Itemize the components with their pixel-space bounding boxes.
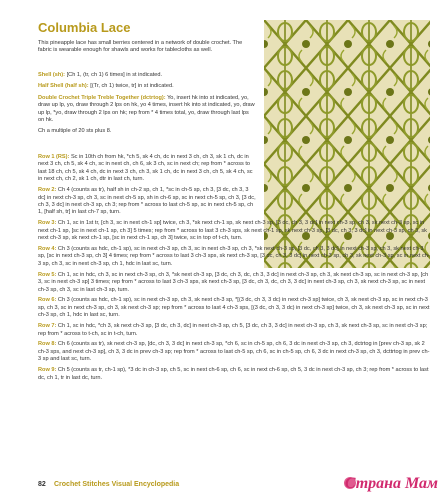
row-label: Row 5: <box>38 271 57 278</box>
row-instruction <box>38 246 430 268</box>
pattern-title: Columbia Lace <box>38 20 131 35</box>
row-instruction <box>38 272 430 294</box>
def-text: [(Tr, ch 1) twice, tr] in st indicated. <box>88 83 174 90</box>
def-text: Ch a multiple of 20 sts plus 8. <box>38 128 112 135</box>
row-text: Ch 3 (counts as hdc, ch-1 sp), sc in next ch-3 sp, ch 3, sc in next ch-3 sp, ch 3, *sk next ch-3 sp, [3 dc, ch 3, 3 dc] in next ch-3 sp, ch 3, sk next ch-3 sp, [sc in next ch-3 sp, ch 3] 4 times; rep from * across to last 3 ch-3 sps, sk next ch-3 sp, [3 dc, ch 3, 3 dc] in next ch-3 sp, ch 3, sk next ch-3 sp, sc in next ch-3 sp, ch 3, sc in next ch-3 sp, ch 1, hdc in last sc, turn. <box>38 245 430 267</box>
def-label: Half Shell (half sh): <box>38 83 89 90</box>
def-text: Yo, insert hk into st indicated, yo, draw up lp, yo, draw through 2 lps on hk, yo 4 times, insert hk into st indicated, yo, draw up lp, *yo, draw through 2 lps on hk; rep from * 4 times total, yo, draw through last lps on hk. <box>38 94 255 124</box>
row-instruction <box>38 367 430 382</box>
row-text: Ch 4 (counts as tr), half sh in ch-2 sp, ch 1, *sc in ch-5 sp, ch 3, [3 dc, ch 3, 3 dc] in next ch-3 sp, ch 3, sc in next ch-5 sp, sh in ch-6 sp, sc in next ch-5 sp, ch 3, [3 dc, ch 3, 3 dc] in next ch-3 sp, ch 3; rep from * across to last ch-5 sp, sc in next ch-5 sp, ch 1, [half sh, tr] in last ch-7 sp, turn. <box>38 187 256 216</box>
row-label: Row 3: <box>38 220 57 227</box>
row-text: Ch 5 (counts as tr, ch-1 sp), *3 dc in ch-3 sp, ch 5, sc in next ch-6 sp, ch 6, sc in next ch-6 sp, ch 5, 3 dc in next ch-3 sp, ch 3; rep from * across to last dc, ch 1, tr in last dc, turn. <box>38 367 429 381</box>
chain-instruction <box>38 128 256 135</box>
def-label: Shell (sh): <box>38 72 66 78</box>
row-instruction <box>38 154 256 184</box>
book-title: Crochet Stitches Visual Encyclopedia <box>54 481 180 488</box>
row-label: Row 8: <box>38 341 57 348</box>
row-label: Row 7: <box>38 323 57 330</box>
row-instruction <box>38 220 430 242</box>
row-text: Ch 1, sc in hdc, ch 3, sc in next ch-3 sp, ch 3, *sk next ch-3 sp, [3 dc, ch 3, dc, ch 3, 3 dc] in next ch-3 sp, ch 3, sk next ch-3 sp, sc in next ch-3 sp, [ch 3, sc in next ch-3 sp] 3 times; rep from * across to last 3 ch-3 sps, sk next ch-3 sp, [3 dc, ch 3, dc, ch 3, 3 dc] in next ch-3 sp, ch 3, sk next ch-3 sp, sc in next ch-3 sp, ch 3, sc in last ch-3 sp, turn. <box>38 271 429 293</box>
def-label: Double Crochet Triple Treble Together (dctrtog): <box>38 94 166 101</box>
row-instruction <box>38 341 430 363</box>
row-instruction <box>38 187 256 217</box>
def-dctrtog <box>38 95 256 125</box>
page-footer <box>0 477 444 500</box>
row-text: Ch 3 (counts as hdc, ch-1 sp), sc in next ch-3 sp, ch 3, sk next ch-3 sp, *[(3 dc, ch 3, 3 dc) in next ch-3 sp] twice, ch 3, sk next ch-3 sp, sc in next ch-3 sp, ch 3, sc in next ch-3 sp, ch 3, sk next ch-3 sp; rep from * across to last 4 ch-3 sps, [(3 dc, ch 3, 3 dc) in next ch-3 sp] twice, ch 3, sk next ch-3 sp, sc in next ch-3 sp, ch 1, hdc in last sc, turn. <box>38 297 430 319</box>
row-text: Ch 1, sc in hdc, *ch 3, sk next ch-3 sp, [3 dc, ch 3, dc] in next ch-3 sp, ch 5, [3 dc, ch 3, 3 dc] in next ch-3 sp, ch 3, sk next ch-3 sp, sc in next ch-3 sp; rep from * across to t-ch, sc in t-ch, turn. <box>38 323 428 337</box>
row-label: Row 9: <box>38 367 57 374</box>
row-text: Ch 6 (counts as tr), sk next ch-3 sp, [dc, ch 3, 3 dc] in next ch-3 sp, *ch 6, sc in ch-5 sp, ch 6, 3 dc in next ch-3 sp, ch 3, dctrtog in [prev ch-3 sp, sk 2 ch-3 sps, and next ch-3 sp], ch 3, 3 dc in prev ch-3 sp; rep from * across to last ch-5 sp, ch 6, sc in ch-5 sp, ch 6, 3 dc in next ch-3 sp, ch 3, dcttrtog in prev ch-3 sp and last sc, turn. <box>38 341 430 363</box>
def-text: [Ch 1, (tr, ch 1) 6 times] in st indicated. <box>65 72 163 78</box>
intro-paragraph: This pineapple lace has small berries centered in a network of double crochet. The fabric is wearable enough for shawls and works for tablecloths as well. <box>38 40 243 54</box>
row-instruction <box>38 323 430 338</box>
row-label: Row 1 (RS): <box>38 154 70 160</box>
def-half-shell <box>38 83 256 90</box>
row-label: Row 6: <box>38 297 57 304</box>
pattern-rows <box>38 154 430 385</box>
row-label: Row 2: <box>38 187 57 194</box>
stitch-definitions <box>38 72 256 140</box>
row-text: Sc in 10th ch from hk, *ch 5, sk 4 ch, dc in next 3 ch, ch 3, sk 1 ch, dc in next 3 ch, ch 5, sk 4 ch, sc in next ch, ch 6, sk 3 ch, sc in next ch; rep from * across to last 18 ch, ch 5, sk 4 ch, dc in next 3 ch, ch 3, sk 1 ch, dc in next 3 ch, ch 5, sk 4 ch, sc in next ch, ch 2, sk 1 ch, dtr in last ch, turn. <box>38 154 253 183</box>
def-shell <box>38 72 256 79</box>
row-label: Row 4: <box>38 245 57 252</box>
row-instruction <box>38 297 430 319</box>
row-text: Ch 1, sc in 1st tr, [ch 3, sc in next ch-1 sp] twice, ch 3, *sk next ch-1 sp, sk next ch-3 sp, [3 dc, ch 3, 3 dc] in next ch-3 sp, ch 3, sk next ch-3 sp, sc in next ch-1 sp, [sc in next ch-1 sp, ch 3] 5 times; rep from * across to last 3 ch-3 sps, sk next ch-1 sp, sk next ch-3 sp, [3 dc, ch 3, 3 dc] in next ch-3 sp, ch 3, sk next ch-3 sp, sk next ch-1 sp, [sc in next ch-1 sp, ch 3] twice, sc in top of t-ch, turn. <box>38 220 427 242</box>
watermark: Страна Мам <box>344 475 438 492</box>
page-number: 82 <box>38 481 46 488</box>
